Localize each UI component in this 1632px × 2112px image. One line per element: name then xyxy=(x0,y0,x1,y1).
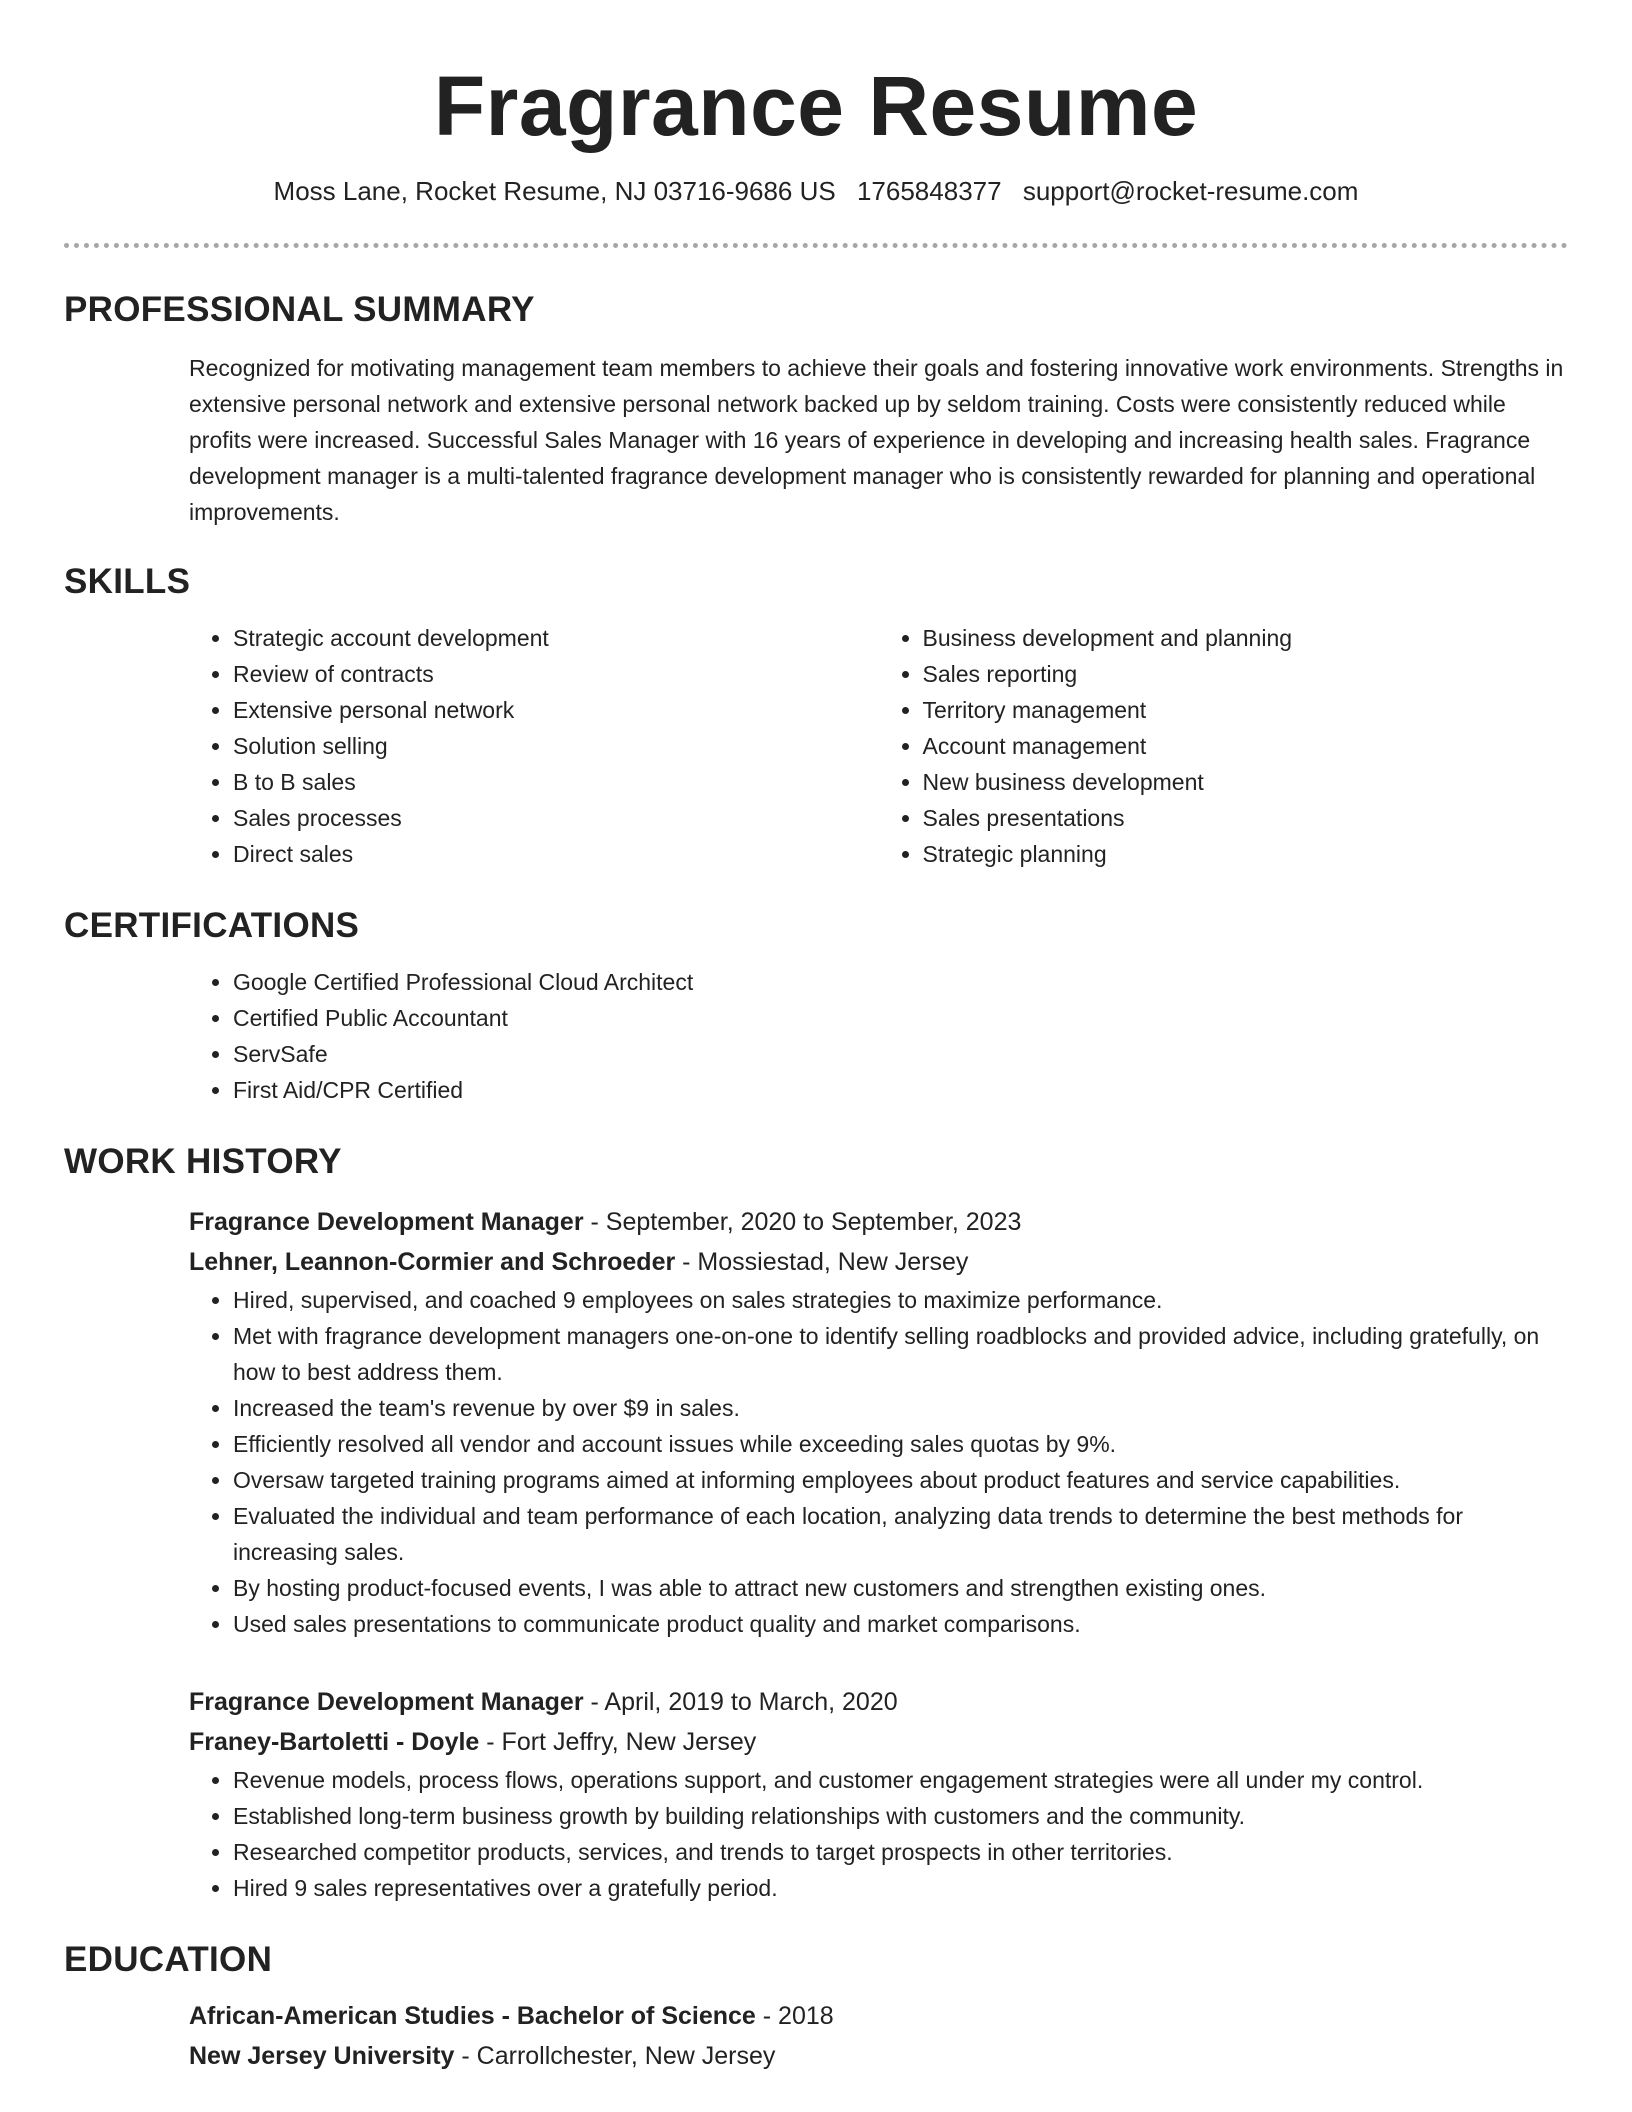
job-bullet: • Evaluated the individual and team performance of each location, analyzing data trends to determine the best methods for increasing sales. xyxy=(233,1498,1568,1570)
job-bullet: • Hired, supervised, and coached 9 employees on sales strategies to maximize performance. xyxy=(233,1282,1568,1318)
summary-section xyxy=(64,288,1568,530)
education-heading: EDUCATION xyxy=(64,1940,273,1979)
job-title-line xyxy=(189,1202,1568,1242)
skill-item: • New business development xyxy=(923,764,1569,800)
job-company: Franey-Bartoletti - Doyle xyxy=(189,1728,480,1756)
job-title-line xyxy=(189,1682,1568,1722)
job-bullet: • Hired 9 sales representatives over a gratefully period. xyxy=(233,1870,1568,1906)
skill-item: • Sales processes xyxy=(233,800,879,836)
summary-text: Recognized for motivating management team members to achieve their goals and fostering innovative work environments. Strengths in extensive personal network and extensive personal network backed up by seldom training. Costs were consistently reduced while profits were increased. Successful Sales Manager with 16 years of experience in developing and increasing health sales. Fragrance development manager is a multi-talented fragrance development manager who is consistently rewarded for planning and operational improvements. xyxy=(189,355,1564,525)
job-bullets xyxy=(189,1282,1568,1642)
job-bullet: • Oversaw targeted training programs aimed at informing employees about product features and service capabilities. xyxy=(233,1462,1568,1498)
skills-section xyxy=(64,560,1568,872)
skill-item: • Sales presentations xyxy=(923,800,1569,836)
skill-item: • Sales reporting xyxy=(923,656,1569,692)
skill-item: • Strategic account development xyxy=(233,620,879,656)
job-bullet: • Met with fragrance development managers one-on-one to identify selling roadblocks and provided advice, including gratefully, on how to best address them. xyxy=(233,1318,1568,1390)
education-section xyxy=(64,1938,1568,2076)
header-divider xyxy=(64,243,1568,248)
contact-phone: 1765848377 xyxy=(856,176,1002,206)
work-history-section xyxy=(64,1140,1568,1906)
job-dates: - April, 2019 to March, 2020 xyxy=(583,1688,898,1716)
certification-item: • Certified Public Accountant xyxy=(233,1000,1568,1036)
job-role: Fragrance Development Manager xyxy=(189,1208,584,1236)
skill-item: • Strategic planning xyxy=(923,836,1569,872)
resume-title: Fragrance Resume xyxy=(433,59,1199,153)
education-degree-line xyxy=(189,1996,1568,2036)
job-location: - Mossiestad, New Jersey xyxy=(675,1248,969,1276)
job-role: Fragrance Development Manager xyxy=(189,1688,584,1716)
job-bullets xyxy=(189,1762,1568,1906)
job-bullet: • Established long-term business growth by building relationships with customers and the community. xyxy=(233,1798,1568,1834)
certifications-list xyxy=(189,964,1568,1108)
job-bullet: • Revenue models, process flows, operations support, and customer engagement strategies were all under my control. xyxy=(233,1762,1568,1798)
skill-item: • Direct sales xyxy=(233,836,879,872)
work-history-heading: WORK HISTORY xyxy=(64,1142,342,1181)
contact-line xyxy=(0,174,1632,208)
job-location: - Fort Jeffry, New Jersey xyxy=(479,1728,757,1756)
education-school: New Jersey University xyxy=(189,2042,455,2070)
skill-item: • B to B sales xyxy=(233,764,879,800)
contact-email: support@rocket-resume.com xyxy=(1022,176,1359,206)
education-school-line xyxy=(189,2036,1568,2076)
skill-item: • Business development and planning xyxy=(923,620,1569,656)
certification-item: • First Aid/CPR Certified xyxy=(233,1072,1568,1108)
skill-item: • Solution selling xyxy=(233,728,879,764)
job-bullet: • Increased the team's revenue by over $9 in sales. xyxy=(233,1390,1568,1426)
job-bullet: • Researched competitor products, services, and trends to target prospects in other territories. xyxy=(233,1834,1568,1870)
resume-header xyxy=(0,0,1632,208)
job-company: Lehner, Leannon-Cormier and Schroeder xyxy=(189,1248,676,1276)
job-bullet: • Used sales presentations to communicate product quality and market comparisons. xyxy=(233,1606,1568,1642)
job-bullet: • By hosting product-focused events, I was able to attract new customers and strengthen existing ones. xyxy=(233,1570,1568,1606)
skills-heading: SKILLS xyxy=(64,562,191,601)
certification-item: • ServSafe xyxy=(233,1036,1568,1072)
education-location: - Carrollchester, New Jersey xyxy=(454,2042,776,2070)
skills-list-right xyxy=(879,620,1569,872)
skill-item: • Extensive personal network xyxy=(233,692,879,728)
certifications-heading: CERTIFICATIONS xyxy=(64,906,360,945)
certifications-section xyxy=(64,904,1568,1108)
education-entry xyxy=(189,1996,1568,2076)
education-year: - 2018 xyxy=(755,2002,834,2030)
contact-address: Moss Lane, Rocket Resume, NJ 03716-9686 US xyxy=(273,176,836,206)
summary-heading: PROFESSIONAL SUMMARY xyxy=(64,290,535,329)
job-company-line xyxy=(189,1242,1568,1282)
skill-item: • Territory management xyxy=(923,692,1569,728)
education-degree: African-American Studies - Bachelor of Science xyxy=(189,2002,756,2030)
job-entry xyxy=(189,1682,1568,1906)
job-entry xyxy=(189,1202,1568,1642)
job-company-line xyxy=(189,1722,1568,1762)
job-bullet: • Efficiently resolved all vendor and account issues while exceeding sales quotas by 9%. xyxy=(233,1426,1568,1462)
skill-item: • Account management xyxy=(923,728,1569,764)
skill-item: • Review of contracts xyxy=(233,656,879,692)
skills-list-left xyxy=(189,620,879,872)
certification-item: • Google Certified Professional Cloud Architect xyxy=(233,964,1568,1000)
job-dates: - September, 2020 to September, 2023 xyxy=(583,1208,1022,1236)
